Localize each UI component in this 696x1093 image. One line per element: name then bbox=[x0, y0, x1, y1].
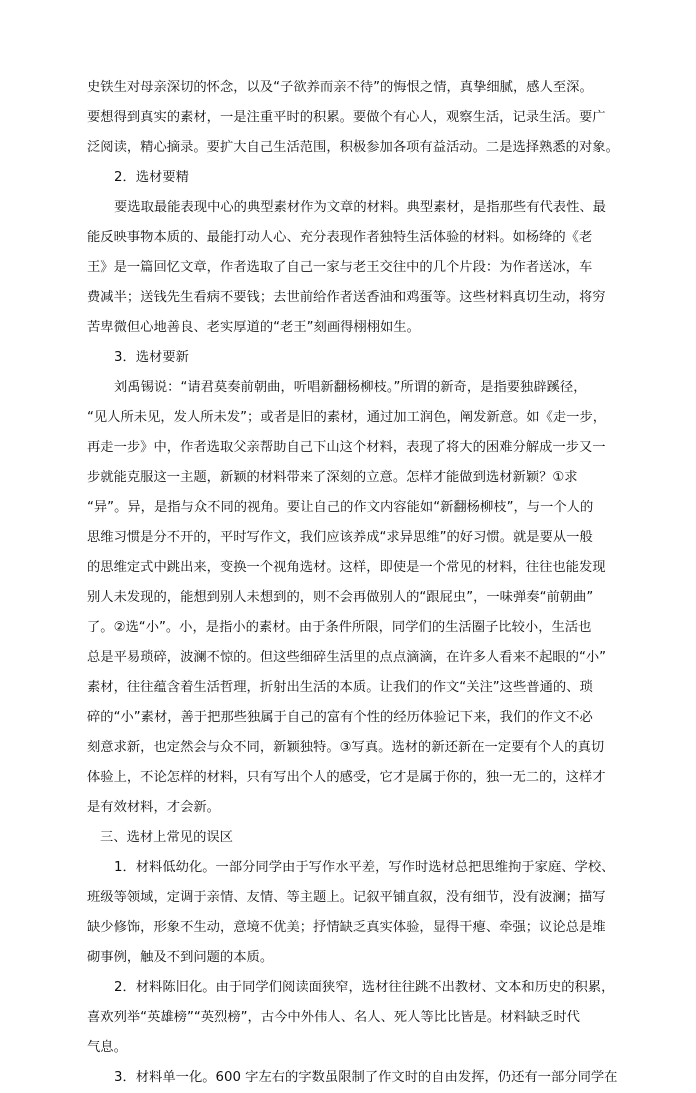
text-line: 喜欢列举“英雄榜”“英烈榜”，古今中外伟人、名人、死人等比比皆是。材料缺乏时代 bbox=[87, 1010, 580, 1025]
text-line: 班级等领域，定调于亲情、友情、等主题上。记叙平铺直叙，没有细节，没有波澜；描写 bbox=[87, 890, 606, 905]
text-line: 了。②选“小”。小，是指小的素材。由于条件所限，同学们的生活圈子比较小，生活也 bbox=[87, 620, 592, 635]
text-line: 的思维定式中跳出来，变换一个视角选材。这样，即使是一个常见的材料，往往也能发现 bbox=[87, 560, 606, 575]
text-line: 是有效材料，才会新。 bbox=[87, 800, 220, 815]
text-line: 三、选材上常见的误区 bbox=[100, 830, 233, 845]
text-line: 别人未发现的，能想到别人未想到的，则不会再做别人的“跟屁虫”，一味弹奏“前朝曲” bbox=[87, 590, 594, 605]
text-line: 1．材料低幼化。一部分同学由于写作水平差，写作时选材总把思维拘于家庭、学校、 bbox=[114, 860, 615, 875]
text-line: 泛阅读，精心摘录。要扩大自己生活范围，积极参加各项有益活动。二是选择熟悉的对象。 bbox=[87, 140, 619, 155]
text-line: 史铁生对母亲深切的怀念，以及“子欲养而亲不待”的悔恨之情，真挚细腻，感人至深。 bbox=[87, 80, 593, 95]
text-line: 2．选材要精 bbox=[114, 170, 189, 185]
text-line: 再走一步》中，作者选取父亲帮助自己下山这个材料，表现了将大的困难分解成一步又一 bbox=[87, 440, 606, 455]
text-line: “异”。异，是指与众不同的视角。要让自己的作文内容能如“新翻杨柳枝”，与一个人的 bbox=[87, 500, 594, 515]
text-line: 步就能克服这一主题，新颖的材料带来了深刻的立意。怎样才能做到选材新颖？①求 bbox=[87, 470, 578, 485]
text-line: 缺少修饰，形象不生动，意境不优美；抒情缺乏真实体验，显得干瘪、牵强；议论总是堆 bbox=[87, 920, 606, 935]
text-line: 能反映事物本质的、最能打动人心、充分表现作者独特生活体验的材料。如杨绛的《老 bbox=[87, 230, 593, 245]
text-line: 总是平易琐碎，波澜不惊的。但这些细碎生活里的点点滴滴，在许多人看来不起眼的“小” bbox=[87, 650, 607, 665]
text-line: 体验上，不论怎样的材料，只有写出个人的感受，它才是属于你的，独一无二的，这样才 bbox=[87, 770, 606, 785]
text-line: 刻意求新，也定然会与众不同，新颖独特。③写真。选材的新还新在一定要有个人的真切 bbox=[87, 740, 605, 755]
text-line: 气息。 bbox=[87, 1040, 127, 1055]
text-line: 2．材料陈旧化。由于同学们阅读面狭窄，选材往往跳不出教材、文本和历史的积累， bbox=[114, 980, 615, 995]
text-line: 王》是一篇回忆文章，作者选取了自己一家与老王交往中的几个片段：为作者送冰，车 bbox=[87, 260, 593, 275]
text-line: 苦卑微但心地善良、老实厚道的“老王”刻画得栩栩如生。 bbox=[87, 320, 420, 335]
text-line: 刘禹锡说：“请君莫奏前朝曲，听唱新翻杨柳枝。”所谓的新奇，是指要独辟蹊径， bbox=[114, 380, 587, 395]
text-line: 费减半；送钱先生看病不要钱；去世前给作者送香油和鸡蛋等。这些材料真切生动，将穷 bbox=[87, 290, 606, 305]
text-line: 思维习惯是分不开的，平时写作文，我们应该养成“求异思维”的好习惯。就是要从一般 bbox=[87, 530, 593, 545]
text-line: 要选取最能表现中心的典型素材作为文章的材料。典型素材，是指那些有代表性、最 bbox=[114, 200, 606, 215]
text-line: 3．选材要新 bbox=[114, 350, 189, 365]
text-line: 要想得到真实的素材，一是注重平时的积累。要做个有心人，观察生活，记录生活。要广 bbox=[87, 110, 606, 125]
text-line: 素材，往往蕴含着生活哲理，折射出生活的本质。让我们的作文“关注”这些普通的、琐 bbox=[87, 680, 593, 695]
text-line: 碎的“小”素材，善于把那些独属于自己的富有个性的经历体验记下来，我们的作文不必 bbox=[87, 710, 593, 725]
text-line: 3．材料单一化。600 字左右的字数虽限制了作文时的自由发挥，仍还有一部分同学在 bbox=[114, 1070, 618, 1085]
text-line: “见人所未见，发人所未发”；或者是旧的素材，通过加工润色，阐发新意。如《走一步， bbox=[87, 410, 607, 425]
document-page bbox=[87, 73, 621, 1093]
text-line: 砌事例，触及不到问题的本质。 bbox=[87, 950, 274, 965]
